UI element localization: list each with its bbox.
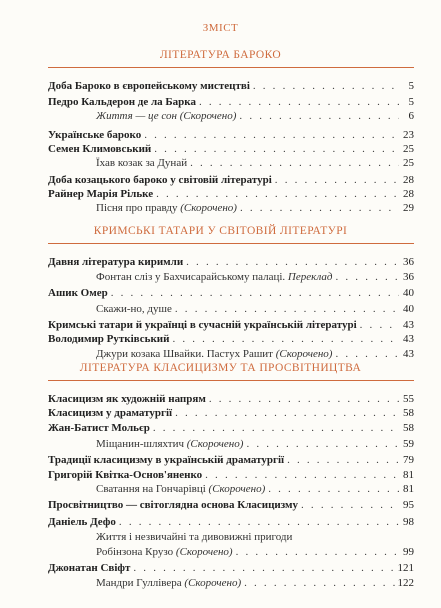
toc-entry-title: Робінзона Крузо — [96, 546, 174, 558]
toc-entry-text — [48, 255, 183, 269]
toc-entry-line — [96, 530, 414, 544]
toc-page-number: 40 — [403, 287, 414, 299]
toc-entry-title: Скажи-но, душе — [96, 303, 172, 315]
toc-entry[interactable] — [48, 421, 414, 435]
toc-entry-text — [48, 498, 298, 512]
toc-entry-title: Джури козака Швайки. Пастух Рашит — [96, 348, 273, 360]
toc-entry-text — [48, 406, 172, 420]
toc-leader-dots — [253, 79, 399, 93]
toc-entry-title: Райнер Марія Рільке — [48, 188, 154, 200]
toc-entry-text — [96, 347, 332, 361]
toc-entry[interactable] — [48, 482, 414, 496]
toc-entry[interactable] — [48, 498, 414, 512]
toc-leader-dots — [244, 576, 394, 590]
toc-leader-dots — [154, 142, 399, 156]
toc-entry-text — [48, 561, 130, 575]
toc-entry-text — [96, 437, 243, 451]
toc-page-number: 58 — [403, 422, 414, 434]
toc-entry-title: Семен Климовський — [48, 143, 152, 155]
toc-leader-dots — [268, 482, 399, 496]
section-rule — [48, 243, 414, 244]
toc-entry-title: Володимир Рутківський — [48, 333, 170, 345]
toc-entry-title: Фонтан сліз у Бахчисарайському палаці. — [96, 271, 286, 283]
toc-entry[interactable] — [48, 576, 414, 590]
toc-entry-text — [96, 482, 265, 496]
toc-leader-dots — [156, 187, 399, 201]
toc-entry-text — [96, 156, 187, 170]
section-rule — [48, 67, 414, 68]
toc-leader-dots — [336, 270, 400, 284]
toc-page-number: 23 — [403, 129, 414, 141]
toc-entry[interactable] — [48, 128, 414, 142]
toc-entry[interactable] — [48, 453, 414, 467]
toc-page-number: 36 — [403, 256, 414, 268]
toc-entry-text — [48, 392, 206, 406]
toc-page-number: 81 — [403, 469, 414, 481]
toc-entry[interactable] — [48, 392, 414, 406]
toc-entry[interactable] — [48, 270, 414, 284]
toc-page-number: 59 — [403, 438, 414, 450]
toc-entry[interactable] — [48, 347, 414, 361]
toc-entry[interactable] — [48, 156, 414, 170]
toc-page-number: 79 — [403, 454, 414, 466]
toc-entry-text — [48, 79, 250, 93]
toc-page-number: 95 — [403, 499, 414, 511]
toc-entry[interactable] — [48, 468, 414, 482]
toc-entry-text — [48, 128, 141, 142]
toc-leader-dots — [287, 453, 399, 467]
toc-entry-note: (Скорочено) — [181, 577, 242, 589]
toc-entry-title: Мандри Гуллівера — [96, 577, 182, 589]
toc-entry[interactable] — [48, 173, 414, 187]
toc-leader-dots — [275, 173, 399, 187]
toc-entry[interactable] — [48, 286, 414, 300]
toc-entry-text — [48, 332, 169, 346]
toc-page-number: 121 — [397, 562, 414, 574]
toc-leader-dots — [236, 545, 399, 559]
toc-entry[interactable] — [48, 437, 414, 451]
toc-entry-text — [96, 109, 236, 123]
toc-page-number: 43 — [403, 333, 414, 345]
toc-entry-text — [96, 201, 237, 215]
toc-entry[interactable] — [48, 545, 414, 559]
toc-leader-dots — [186, 255, 399, 269]
toc-entry-text — [48, 95, 196, 109]
toc-entry-title: Класицизм у драматургії — [48, 407, 173, 419]
toc-entry-title: Доба Бароко в європейському мистецтві — [48, 80, 250, 92]
toc-page-number: 99 — [403, 546, 414, 558]
toc-entry-note: (Скорочено) — [173, 546, 233, 558]
toc-entry[interactable] — [48, 561, 414, 575]
toc-entry-text — [96, 270, 333, 284]
toc-page-number: 81 — [403, 483, 414, 495]
toc-leader-dots — [239, 109, 399, 123]
toc-leader-dots — [144, 128, 399, 142]
toc-leader-dots — [199, 95, 399, 109]
toc-entry-text — [48, 142, 151, 156]
toc-page-number: 25 — [403, 143, 414, 155]
toc-page-number: 28 — [403, 188, 414, 200]
toc-entry-title: Просвітництво — світоглядна основа Класицизму — [48, 499, 299, 511]
toc-leader-dots — [175, 406, 399, 420]
toc-leader-dots — [133, 561, 394, 575]
toc-leader-dots — [301, 498, 399, 512]
toc-entry-title: Григорій Квітка-Основ'яненко — [48, 469, 203, 481]
toc-entry-text — [48, 173, 272, 187]
toc-entry-title: Джонатан Свіфт — [48, 562, 131, 574]
toc-entry[interactable] — [48, 95, 414, 109]
toc-page-number: 43 — [403, 348, 414, 360]
toc-leader-dots — [246, 437, 399, 451]
toc-page-number: 25 — [403, 157, 414, 169]
toc-page-number: 5 — [408, 96, 414, 108]
toc-entry-title: Життя — це сон — [96, 110, 177, 122]
toc-page-number: 98 — [403, 516, 414, 528]
toc-leader-dots — [360, 318, 399, 332]
toc-entry[interactable] — [48, 142, 414, 156]
toc-page-number: 29 — [403, 202, 414, 214]
toc-leader-dots — [205, 468, 399, 482]
toc-leader-dots — [190, 156, 399, 170]
toc-entry-text — [48, 187, 153, 201]
toc-entry-title: Жан-Батист Мольєр — [48, 422, 150, 434]
toc-entry-title: Сватання на Гончарівці — [96, 483, 206, 495]
toc-entry-title: Кримські татари й українці в сучасній українській літературі — [48, 319, 357, 331]
toc-leader-dots — [209, 392, 399, 406]
toc-entry-note: (Скорочено) — [177, 202, 237, 214]
toc-page-number: 40 — [403, 303, 414, 315]
toc-entry-title: Їхав козак за Дунай — [96, 157, 188, 169]
toc-page-number: 5 — [408, 80, 414, 92]
section-title: ЛІТЕРАТУРА БАРОКО — [159, 49, 282, 61]
toc-entry-title: Доба козацького бароко у світовій літературі — [48, 174, 272, 186]
toc-entry-title: Пісня про правду — [96, 202, 178, 214]
toc-entry[interactable] — [48, 79, 414, 93]
toc-title: ЗМІСТ — [202, 22, 239, 34]
toc-page-number: 122 — [397, 577, 414, 589]
toc-entry-note: Переклад — [285, 271, 333, 283]
toc-leader-dots — [119, 515, 399, 529]
toc-entry-text — [48, 286, 108, 300]
toc-entry[interactable] — [48, 318, 414, 332]
toc-entry-note: (Скорочено) — [176, 110, 237, 122]
toc-entry-title: Класицизм як художній напрям — [48, 393, 206, 405]
toc-entry[interactable] — [48, 187, 414, 201]
toc-entry-text: Життя і незвичайні та дивовижні пригоди — [96, 531, 293, 543]
toc-entry[interactable] — [48, 406, 414, 420]
toc-entry-title: Педро Кальдерон де ла Барка — [48, 96, 196, 108]
toc-entry-text — [48, 318, 357, 332]
toc-entry-text — [48, 421, 150, 435]
toc-entry[interactable] — [48, 332, 414, 346]
toc-leader-dots — [153, 421, 399, 435]
toc-page-number: 55 — [403, 393, 414, 405]
toc-entry-note: (Скорочено) — [183, 438, 244, 450]
toc-entry-text — [96, 302, 172, 316]
toc-entry-text — [48, 468, 202, 482]
toc-entry-title: Міщанин-шляхтич — [96, 438, 184, 450]
toc-entry-text — [48, 453, 284, 467]
toc-entry-text — [96, 545, 233, 559]
toc-entry-title: Ашик Омер — [48, 287, 108, 299]
section-rule — [48, 380, 414, 381]
toc-entry[interactable] — [48, 201, 414, 215]
section-title: ЛІТЕРАТУРА КЛАСИЦИЗМУ ТА ПРОСВІТНИЦТВА — [79, 362, 362, 374]
toc-entry-title: Даніель Дефо — [48, 516, 116, 528]
toc-entry-note: (Скорочено) — [205, 483, 266, 495]
toc-entry-title: Українське бароко — [48, 129, 142, 141]
toc-leader-dots — [240, 201, 399, 215]
toc-page-number: 58 — [403, 407, 414, 419]
section-title: КРИМСЬКІ ТАТАРИ У СВІТОВІЙ ЛІТЕРАТУРІ — [93, 225, 348, 237]
toc-page-number: 36 — [403, 271, 414, 283]
toc-page-number: 6 — [408, 110, 414, 122]
toc-entry-title: Давня література киримли — [48, 256, 184, 268]
toc-entry[interactable] — [48, 515, 414, 529]
toc-page-number: 43 — [403, 319, 414, 331]
toc-entry-text — [96, 576, 241, 590]
toc-leader-dots — [111, 286, 399, 300]
toc-entry[interactable] — [48, 255, 414, 269]
toc-entry-text — [48, 515, 116, 529]
toc-leader-dots — [175, 302, 399, 316]
toc-entry-note: (Скорочено) — [273, 348, 333, 360]
toc-entry-title: Традиції класицизму в українській драматургії — [48, 454, 285, 466]
toc-leader-dots — [335, 347, 399, 361]
toc-leader-dots — [172, 332, 399, 346]
toc-page-number: 28 — [403, 174, 414, 186]
toc-entry[interactable] — [48, 302, 414, 316]
toc-entry[interactable] — [48, 109, 414, 123]
